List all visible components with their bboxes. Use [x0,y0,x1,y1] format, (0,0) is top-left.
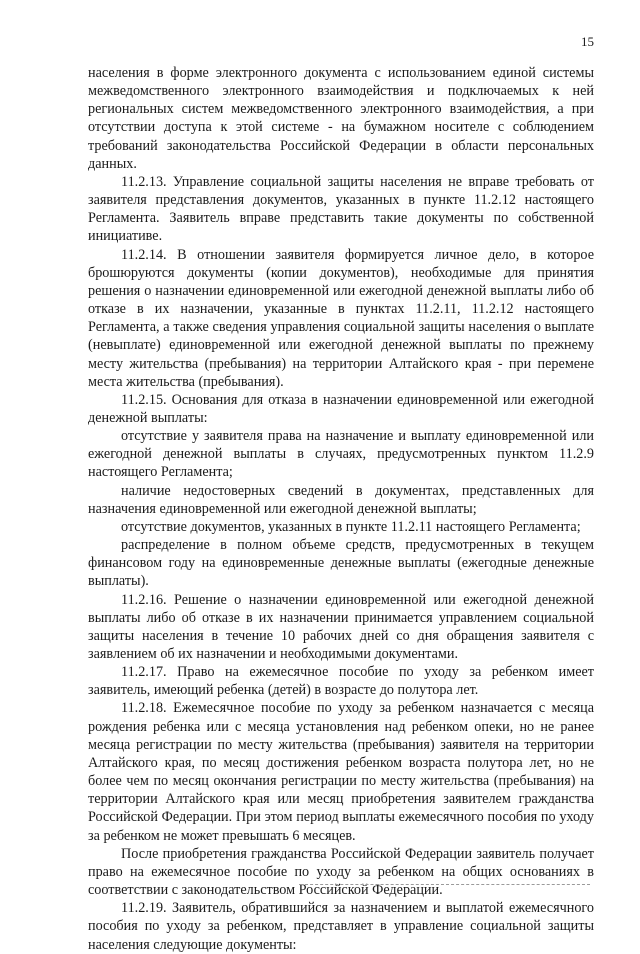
refusal-reason-item: отсутствие у заявителя права на назначение и выплату единовременной или ежегодной денежной выплаты в случаях, предусмотренных пунктом 11.2.9 настоящего Регламента; [88,428,594,481]
paragraph-11-2-16: 11.2.16. Решение о назначении единовременной или ежегодной денежной выплаты либо об отказе в их назначении принимается управлением социальной защиты населения в течение 10 рабочих дней со дня обращения заявителя с заявлением об их назначении и необходимыми документами. [88,591,594,662]
paragraph-11-2-19: 11.2.19. Заявитель, обратившийся за назначением и выплатой ежемесячного пособия по уходу за ребенком, представляет в управление социальной защиты населения следующие документы: [88,900,594,953]
footer-rule [300,884,590,885]
refusal-reason-item: отсутствие документов, указанных в пункте 11.2.11 настоящего Регламента; [121,518,581,535]
refusal-reason-item: наличие недостоверных сведений в документах, представленных для назначения единовременной или ежегодной денежной выплаты; [88,482,594,517]
paragraph-citizenship: После приобретения гражданства Российской Федерации заявитель получает право на ежемесячное пособие по уходу за ребенком на общих основаниях в соответствии с законодательством Российской Федерации. [88,845,594,899]
paragraph-11-2-18: 11.2.18. Ежемесячное пособие по уходу за ребенком назначается с месяца рождения ребенка или с месяца установления над ребенком опеки, но не ранее месяца регистрации по месту жительства (пребывания) заявителя на территории Алтайского края, по месяц достижения ребенком возраста полутора лет, но не более чем по месяц окончания регистрации по месту жительства (пребывания) на территории Алтайского края или месяц приобретения заявителем гражданства Российской Федерации. При этом период выплаты ежемесячного пособия по уходу за ребенком не может превышать 6 месяцев. [88,700,594,844]
paragraph-continuation: населения в форме электронного документа с использованием единой системы межведомственного электронного взаимодействия и подключаемых к ней региональных систем межведомственного электронного взаимодействия, а при отсутствии доступа к этой системе - на бумажном носителе с соблюдением требований законодательства Российской Федерации в области персональных данных. [88,65,594,172]
document-body [88,64,594,954]
paragraph-11-2-17: 11.2.17. Право на ежемесячное пособие по уходу за ребенком имеет заявитель, имеющий ребенка (детей) в возрасте до полутора лет. [88,664,594,699]
paragraph-11-2-13: 11.2.13. Управление социальной защиты населения не вправе требовать от заявителя представления документов, указанных в пункте 11.2.12 настоящего Регламента. Заявитель вправе представить такие документы по собственной инициативе. [88,173,594,245]
page-number: 15 [581,34,594,49]
paragraph-11-2-14: 11.2.14. В отношении заявителя формируется личное дело, в которое брошюруются документы (копии документов), необходимые для принятия решения о назначении единовременной или ежегодной денежной выплаты либо об отказе в их назначении, указанные в пунктах 11.2.11, 11.2.12 настоящего Регламента, а также сведения управления социальной защиты населения о выплате (невыплате) единовременной или ежегодной денежной выплаты по прежнему месту жительства (пребывания) на территории Алтайского края - при перемене места жительства (пребывания). [88,246,594,390]
refusal-reason-item: распределение в полном объеме средств, предусмотренных в текущем финансовом году на единовременные денежные выплаты (ежегодные денежные выплаты). [88,537,594,590]
paragraph-11-2-15: 11.2.15. Основания для отказа в назначении единовременной или ежегодной денежной выплаты: [88,391,594,426]
